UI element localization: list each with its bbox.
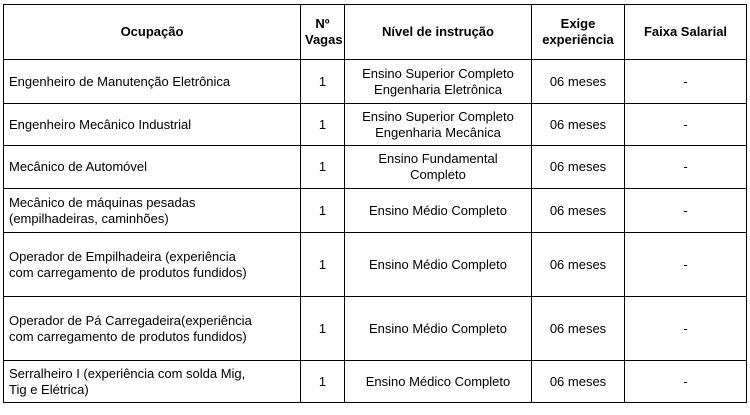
cell-experience: 06 meses bbox=[532, 189, 625, 233]
occupation-line: (empilhadeiras, caminhões) bbox=[9, 210, 169, 226]
occupation-line: com carregamento de produtos fundidos) bbox=[9, 328, 247, 344]
cell-occupation bbox=[4, 189, 301, 233]
occupation-line: com carregamento de produtos fundidos) bbox=[9, 264, 247, 280]
cell-vacancies: 1 bbox=[301, 233, 345, 297]
header-experience bbox=[532, 5, 625, 60]
cell-experience: 06 meses bbox=[532, 297, 625, 361]
cell-vacancies: 1 bbox=[301, 297, 345, 361]
education-line: Ensino Superior Completo bbox=[362, 65, 514, 81]
header-experience-line1: Exige bbox=[560, 16, 596, 31]
occupation-line: Operador de Empilhadeira (experiência bbox=[9, 248, 236, 264]
cell-occupation bbox=[4, 361, 301, 403]
occupation-line: Mecânico de máquinas pesadas bbox=[9, 194, 196, 210]
cell-occupation bbox=[4, 233, 301, 297]
cell-experience: 06 meses bbox=[532, 361, 625, 403]
cell-education bbox=[345, 104, 532, 146]
cell-occupation bbox=[4, 60, 301, 104]
education-line: Engenharia Eletrônica bbox=[374, 81, 502, 97]
cell-experience: 06 meses bbox=[532, 60, 625, 104]
header-vacancies-line2: Vagas bbox=[305, 32, 343, 47]
cell-salary: - bbox=[625, 361, 747, 403]
cell-experience: 06 meses bbox=[532, 233, 625, 297]
table-row bbox=[4, 361, 747, 403]
table-row bbox=[4, 104, 747, 146]
occupation-line: Operador de Pá Carregadeira(experiência bbox=[9, 312, 252, 328]
header-occupation: Ocupação bbox=[4, 5, 301, 60]
cell-salary: - bbox=[625, 297, 747, 361]
header-education: Nível de instrução bbox=[345, 5, 532, 60]
table-row bbox=[4, 189, 747, 233]
cell-education bbox=[345, 233, 532, 297]
header-salary: Faixa Salarial bbox=[625, 5, 747, 60]
education-line: Ensino Médio Completo bbox=[368, 320, 508, 336]
cell-salary: - bbox=[625, 233, 747, 297]
occupation-line: Mecânico de Automóvel bbox=[9, 159, 148, 174]
education-line: Engenharia Mecânica bbox=[375, 124, 501, 140]
cell-education bbox=[345, 297, 532, 361]
education-line: Completo bbox=[410, 167, 466, 182]
table-row bbox=[4, 297, 747, 361]
education-line: Ensino Fundamental bbox=[378, 151, 498, 166]
occupation-line: Serralheiro I (experiência com solda Mig, bbox=[9, 365, 246, 381]
table-row bbox=[4, 233, 747, 297]
occupation-line: Engenheiro de Manutenção Eletrônica bbox=[9, 73, 231, 89]
cell-experience: 06 meses bbox=[532, 146, 625, 189]
job-openings-table bbox=[3, 4, 747, 403]
cell-salary: - bbox=[625, 189, 747, 233]
education-line: Ensino Médio Completo bbox=[368, 202, 508, 218]
cell-experience: 06 meses bbox=[532, 104, 625, 146]
header-experience-line2: experiência bbox=[542, 32, 614, 47]
cell-education bbox=[345, 146, 532, 189]
cell-vacancies: 1 bbox=[301, 60, 345, 104]
cell-vacancies: 1 bbox=[301, 189, 345, 233]
table-row bbox=[4, 146, 747, 189]
cell-occupation bbox=[4, 146, 301, 189]
cell-vacancies: 1 bbox=[301, 104, 345, 146]
cell-salary: - bbox=[625, 146, 747, 189]
education-line: Ensino Superior Completo bbox=[362, 108, 514, 124]
cell-vacancies: 1 bbox=[301, 146, 345, 189]
cell-occupation bbox=[4, 104, 301, 146]
table-row bbox=[4, 60, 747, 104]
education-line: Ensino Médico Completo bbox=[365, 373, 511, 389]
cell-education bbox=[345, 189, 532, 233]
cell-vacancies: 1 bbox=[301, 361, 345, 403]
cell-education bbox=[345, 361, 532, 403]
occupation-line: Tig e Elétrica) bbox=[9, 381, 89, 397]
cell-salary: - bbox=[625, 60, 747, 104]
education-line: Ensino Médio Completo bbox=[368, 256, 508, 272]
cell-salary: - bbox=[625, 104, 747, 146]
cell-education bbox=[345, 60, 532, 104]
header-vacancies bbox=[301, 5, 345, 60]
cell-occupation bbox=[4, 297, 301, 361]
table-header-row bbox=[4, 5, 747, 60]
occupation-line: Engenheiro Mecânico Industrial bbox=[9, 116, 192, 132]
header-vacancies-line1: Nº bbox=[315, 16, 330, 31]
job-openings-table-container bbox=[3, 4, 747, 403]
